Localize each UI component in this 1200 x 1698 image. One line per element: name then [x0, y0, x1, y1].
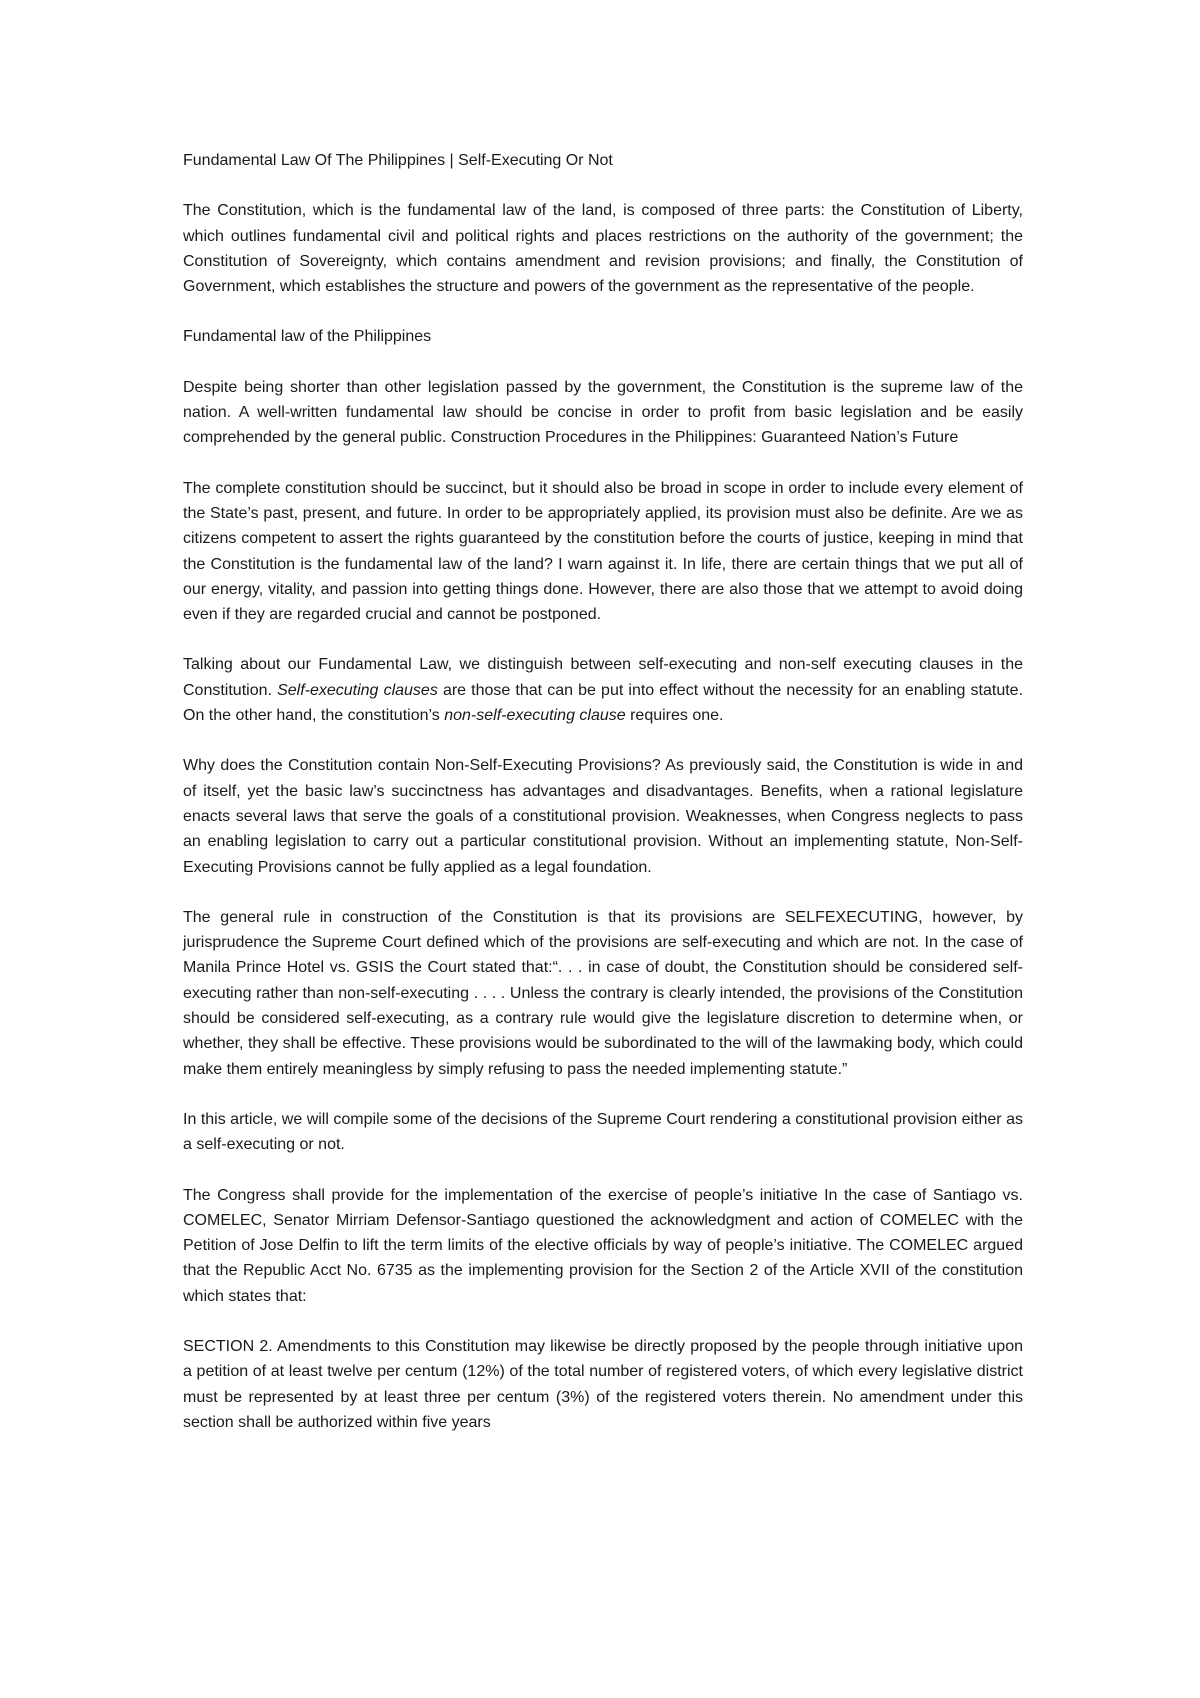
p4-text-a: Talking about our Fundamental Law, we distinguish between self-executing and non-self executing clauses in the Constitution. — [183, 656, 1023, 699]
document-page — [183, 148, 1023, 1460]
paragraph-supreme-law: Despite being shorter than other legislation passed by the government, the Constitution is the supreme law of the nation. A well-written fundamental law should be concise in order to profit from basic legislation and be easily comprehended by the general public. Construction Procedures in the Philippines: Guaranteed Nation’s Future — [183, 378, 1023, 447]
paragraph-section-2: SECTION 2. Amendments to this Constitution may likewise be directly proposed by the people through initiative upon a petition of at least twelve per centum (12%) of the total number of registered voters, of which every legislative district must be represented by at least three per centum (3%) of the registered voters therein. No amendment under this section shall be authorized within five years — [183, 1337, 1023, 1431]
paragraph-why-non-self-executing: Why does the Constitution contain Non-Self-Executing Provisions? As previously said, the Constitution is wide in and of itself, yet the basic law’s succinctness has advantages and disadvantages. Benefits, when a rational legislature enacts several laws that serve the goals of a constitutional provision. Weaknesses, when Congress neglects to pass an enabling legislation to carry out a particular constitutional provision. Without an implementing statute, Non-Self-Executing Provisions cannot be fully applied as a legal foundation. — [183, 757, 1023, 876]
p4-text-c: are those that can be put into effect without the necessity for an enabling statute. On the other hand, the constitution’s — [183, 681, 1024, 725]
p4-emphasis-self-executing: Self-executing clauses — [277, 681, 438, 699]
document-title: Fundamental Law Of The Philippines | Self-Executing Or Not — [183, 152, 613, 169]
p4-emphasis-non-self-executing: non-self-executing clause — [444, 707, 626, 725]
paragraph-constitution-parts: The Constitution, which is the fundamental law of the land, is composed of three parts: the Constitution of Liberty, which outlines fundamental civil and political rights and places restrictions on the authority of the government; the Constitution of Sovereignty, which contains amendment and revision provisions; and finally, the Constitution of Government, which establishes the structure and powers of the government as the representative of the people. — [183, 202, 1023, 296]
paragraph-self-executing-clauses — [183, 652, 1023, 728]
section-heading: Fundamental law of the Philippines — [183, 328, 432, 346]
paragraph-succinct-constitution: The complete constitution should be succinct, but it should also be broad in scope in order to include every element of the State’s past, present, and future. In order to be appropriately applied, its provision must also be definite. Are we as citizens competent to assert the rights guaranteed by the constitution before the courts of justice, keeping in mind that the Constitution is the fundamental law of the land? I warn against it. In life, there are certain things that we put all of our energy, vitality, and passion into getting things done. However, there are also those that we attempt to avoid doing even if they are regarded crucial and cannot be postponed. — [183, 479, 1023, 624]
p4-text-e: requires one. — [625, 707, 724, 725]
paragraph-santiago-comelec: The Congress shall provide for the implementation of the exercise of people’s initiative In the case of Santiago vs. COMELEC, Senator Mirriam Defensor-Santiago questioned the acknowledgment and action of COMELEC with the Petition of Jose Delfin to lift the term limits of the elective officials by way of people’s initiative. The COMELEC argued that the Republic Acct No. 6735 as the implementing provision for the Section 2 of the Article XVII of the constitution which states that: — [183, 1186, 1023, 1305]
paragraph-general-rule: The general rule in construction of the Constitution is that its provisions are SELFEXECUTING, however, by jurisprudence the Supreme Court defined which of the provisions are self-executing and which are not. In the case of Manila Prince Hotel vs. GSIS the Court stated that:“. . . in case of doubt, the Constitution should be considered self-executing rather than non-self-executing . . . . Unless the contrary is clearly intended, the provisions of the Constitution should be considered self-executing, as a contrary rule would give the legislature discretion to determine when, or whether, they shall be effective. These provisions would be subordinated to the will of the lawmaking body, which could make them entirely meaningless by simply refusing to pass the needed implementing statute.” — [183, 908, 1023, 1078]
paragraph-article-intro: In this article, we will compile some of the decisions of the Supreme Court rendering a constitutional provision either as a self-executing or not. — [183, 1110, 1023, 1154]
